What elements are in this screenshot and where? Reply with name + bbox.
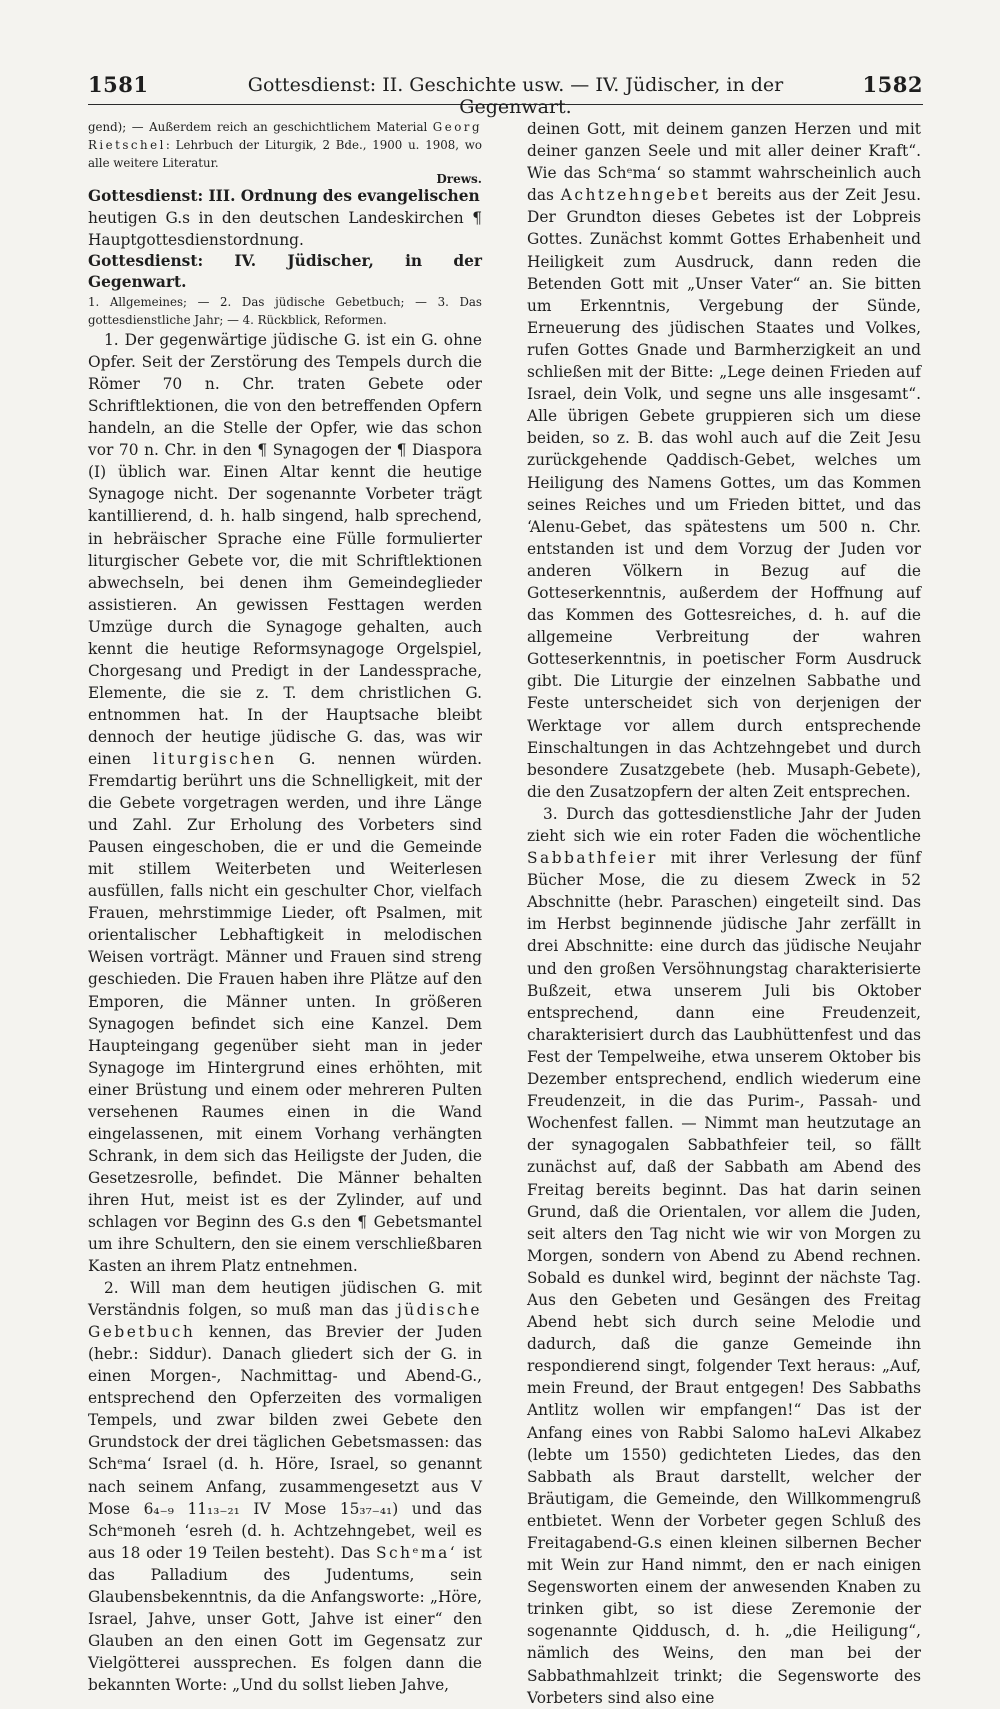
reference-part: gend); — Außerdem reich an geschichtlichem Material (88, 120, 428, 134)
left-column (88, 118, 482, 1694)
text-run: bereits aus der Zeit Jesu. Der Grundton dieses Gebetes ist der Lobpreis Gottes. Zunächst kommt Gottes Erhabenheit und Heiligkeit zum Ausdruck, dann reden die Betenden Gott mit „Unser Vater“ an. Sie bitten um Erkenntnis, Vergebung der Sünde, Erneuerung des jüdischen Staates und Volkes, rufen Gottes Gnade und Barmherzigkeit an und schließen mit der Bitte: „Lege deinen Frieden auf Israel, dein Volk, und segne uns alle insgesamt“. Alle übrigen Gebete gruppieren sich um diese beiden, so z. B. das wohl auch auf die Zeit Jesu zurückgehende Qaddisch-Gebet, welches um Heiligung des Namens Gottes, um das Kommen seines Reiches und um Frieden bittet, und das ‘Alenu-Gebet, das spätestens um 500 n. Chr. entstanden ist und dem Vorzug der Juden vor anderen Völkern in Bezug auf die Gotteserkenntnis, außerdem der Hoffnung auf das Kommen des Gottesreiches, d. h. auf die allgemeine Verbreitung der wahren Gotteserkenntnis, in poetischer Form Ausdruck gibt. Die Liturgie der einzelnen Sabbathe und Feste unterscheidet sich von derjenigen der Werktage vor allem durch entsprechende Einschaltungen in das Achtzehngebet und durch besondere Zusatzgebete (heb. Musaph-Gebete), die den Zusatzopfern der alten Zeit entsprechen. (527, 186, 921, 801)
text-run: kennen, das Brevier der Juden (hebr.: Siddur). Danach gliedert sich der G. in einen Morgen-, Nachmittag- und Abend-G., entsprechend den Opferzeiten des vormaligen Tempels, und zwar bilden zwei Gebete den Grundstock der drei täglichen Gebetsmassen: das Schᵉma‘ Israel (d. h. Höre, Israel, so genannt nach seinem Anfang, zusammengesetzt aus V Mose 6₄₋₉ 11₁₃₋₂₁ IV Mose 15₃₇₋₄₁) und das Schᵉmoneh ‘esreh (d. h. Achtzehngebet, weil es aus 18 oder 19 Teilen besteht). Das (88, 1323, 482, 1562)
paragraph-3 (527, 803, 921, 1709)
right-column (527, 118, 921, 1707)
spaced-term: Schᵉma‘ (375, 1543, 458, 1562)
paragraph-continued (527, 118, 921, 803)
entry-iii-text: heutigen G.s in den deutschen Landeskirchen ¶ Hauptgottesdienstordnung. (88, 209, 482, 250)
text-run: 1. Der gegenwärtige jüdische G. ist ein G. ohne Opfer. Seit der Zerstörung des Tempels durch die Römer 70 n. Chr. traten Gebete oder Schriftlektionen, die von den betreffenden Opfern handeln, an die Stelle der Opfer, wie das schon vor 70 n. Chr. in den ¶ Synagogen der ¶ Diaspora (I) üblich war. Einen Altar kennt die heutige Synagoge nicht. Der sogenannte Vorbeter trägt kantillierend, d. h. halb singend, halb sprechend, in hebräischer Sprache eine Fülle formulierter liturgischer Gebete vor, die mit Schriftlektionen abwechseln, bei denen ihm Gemeindeglieder assistieren. An gewissen Festtagen werden Umzüge durch die Synagoge gehalten, auch kennt die heutige Reformsynagoge Orgelspiel, Chorgesang und Predigt in der Landessprache, Elemente, die sie z. T. dem christlichen G. entnommen hat. In der Hauptsache bleibt dennoch der heutige jüdische G. das, was wir einen (88, 331, 482, 768)
running-header (88, 70, 923, 118)
text-run: mit ihrer Verlesung der fünf Bücher Mose, die zu diesem Zweck in 52 Abschnitte (hebr. Paraschen) eingeteilt sind. Das im Herbst beginnende jüdische Jahr zerfällt in drei Abschnitte: eine durch das jüdische Neujahr und den großen Versöhnungstag charakterisierte Bußzeit, etwa unserem Juli bis Oktober entsprechend, dann eine Freudenzeit, charakterisiert durch das Laubhüttenfest und das Fest der Tempelweihe, etwa unserem Oktober bis Dezember entsprechend, endlich wiederum eine Freudenzeit, in die das Purim-, Passah- und Wochenfest fallen. — Nimmt man heutzutage an der synagogalen Sabbathfeier teil, so fällt zunächst auf, daß der Sabbath am Abend des Freitag bereits beginnt. Das hat darin seinen Grund, daß die Orientalen, vor allem die Juden, seit alters den Tag nicht wie wir von Morgen zu Morgen, sondern von Abend zu Abend rechnen. Sobald es dunkel wird, beginnt der nächste Tag. Aus den Gebeten und Gesängen des Freitag Abend hebt sich durch seine Melodie und dadurch, daß die ganze Gemeinde ihn respondierend singt, folgender Text heraus: „Auf, mein Freund, der Braut entgegen! Des Sabbaths Antlitz wollen wir empfangen!“ Das ist der Anfang eines von Rabbi Salomo haLevi Alkabez (lebte um 1550) gedichteten Liedes, das den Sabbath als Braut darstellt, welcher der Bräutigam, die Gemeinde, den Willkommengruß entbietet. Wenn der Vorbeter gegen Schluß des Freitagabend-G.s einen kleinen silbernen Becher mit Wein zur Hand nimmt, den er nach einigen Segensworten einem der anwesenden Knaben zu trinken gibt, so ist diese Zeremonie der sogenannte Qiddusch, d. h. „die Heiligung“, nämlich des Weins, den man bei der Sabbathmahlzeit trinkt; die Segensworte des Vorbeters sind also eine (527, 849, 921, 1707)
entry-heading-iv: Gottesdienst: IV. Jüdischer, in der Gegenwart. (88, 252, 482, 292)
reference-part: : Lehrbuch der Liturgik, 2 Bde., 1900 u. 1908, wo alle weitere Literatur. (88, 138, 482, 170)
page-number-right: 1582 (862, 72, 923, 97)
table-of-contents: 1. Allgemeines; — 2. Das jüdische Gebetbuch; — 3. Das gottesdienstliche Jahr; — 4. Rückblick, Reformen. (88, 295, 482, 328)
reference-text (88, 118, 482, 172)
spaced-term: Sabbathfeier (527, 849, 658, 868)
text-run: 2. Will man dem heutigen jüdischen G. mit Verständnis folgen, so muß man das (88, 1279, 482, 1320)
text-run: 3. Durch das gottesdienstliche Jahr der Juden zieht sich wie ein roter Faden die wöchentliche (527, 804, 921, 845)
spaced-term: Achtzehngebet (560, 186, 711, 205)
page-number-left: 1581 (88, 72, 149, 97)
reference-author: Georg Rietschel (88, 120, 482, 152)
paragraph-1 (88, 329, 482, 1277)
text-run: ist das Palladium des Judentums, sein Glaubensbekenntnis, da die Anfangsworte: „Höre, Israel, Jahve, unser Gott, Jahve ist einer“ den Glauben an den einen Gott im Gegensatz zur Vielgötterei aussprechen. Es folgen dann die bekannten Worte: „Und du sollst lieben Jahve, (88, 1543, 482, 1694)
spaced-term: liturgischen (153, 749, 277, 768)
spaced-term: jüdische Gebetbuch (88, 1301, 482, 1342)
author-signature: Drews. (436, 172, 482, 186)
text-run: G. nennen würden. Fremdartig berührt uns die Schnelligkeit, mit der die Gebete vorgetragen werden, und ihre Länge und Zahl. Zur Erholung des Vorbeters sind Pausen eingeschoben, die er und die Gemeinde mit stillem Weiterbeten und Weiterlesen ausfüllen, falls nicht ein geschulter Chor, vielfach Frauen, mehrstimmige Lieder, oft Psalmen, mit orientalischer Lebhaftigkeit in melodischen Weisen vorträgt. Männer und Frauen sind streng geschieden. Die Frauen haben ihre Plätze auf den Emporen, die Männer unten. In größeren Synagogen befindet sich eine Kanzel. Dem Haupteingang gegenüber sieht man in jeder Synagoge im Hintergrund eines erhöhten, mit einer Brüstung und einem oder mehreren Pulten versehenen Raumes einen in die Wand eingelassenen, mit einem Vorhang verhängten Schrank, in dem sich das Heiligste der Juden, die Gesetzesrolle, befindet. Die Männer behalten ihren Hut, meist ist es der Zylinder, auf und schlagen vor Beginn des G.s den ¶ Gebetsmantel um ihre Schultern, den sie einem verschließbaren Kasten an ihrem Platz entnehmen. (88, 749, 482, 1276)
paragraph-2 (88, 1277, 482, 1696)
entry-heading-iii: Gottesdienst: III. Ordnung des evangelischen (88, 187, 480, 205)
text-run: deinen Gott, mit deinem ganzen Herzen und mit deiner ganzen Seele und mit aller deiner Kraft“. Wie das Schᵉma‘ so stammt wahrscheinlich auch das (527, 120, 921, 205)
header-title: Gottesdienst: II. Geschichte usw. — IV. Jüdischer, in der Gegenwart. (247, 74, 784, 118)
